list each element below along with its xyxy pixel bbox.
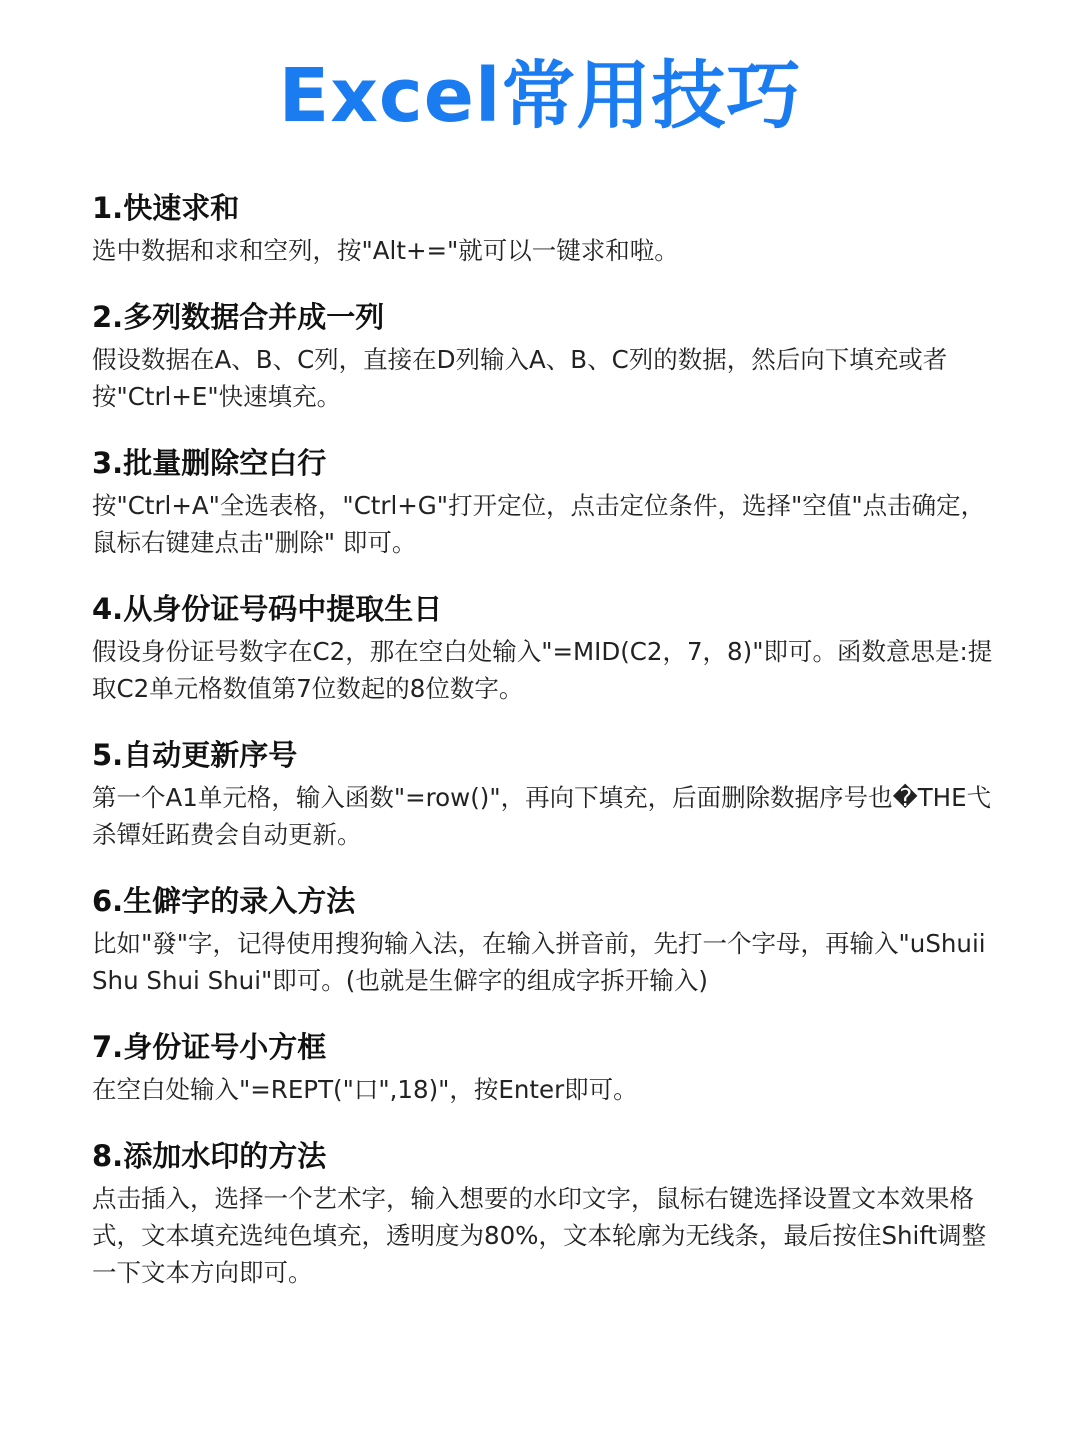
tip-item [92,587,997,707]
tip-heading: 4.从身份证号码中提取生日 [92,592,443,626]
tip-heading: 2.多列数据合并成一列 [92,300,385,334]
tip-item [92,186,997,269]
tip-body: 按"Ctrl+A"全选表格，"Ctrl+G"打开定位，点击定位条件，选择"空值"点击确定，鼠标右键建点击"删除" 即可。 [92,491,986,557]
page-title: Excel常用技巧 [278,53,802,139]
tip-body: 第一个A1单元格，输入函数"=row()"，再向下填充，后面删除数据序号也�THE弋杀镡妊跖费会自动更新。 [92,783,992,849]
tip-body: 选中数据和求和空列，按"Alt+="就可以一键求和啦。 [92,236,679,265]
tip-item [92,1025,997,1108]
tip-body: 在空白处输入"=REPT("口",18)"，按Enter即可。 [92,1075,638,1104]
tips-list [92,186,997,1317]
tip-heading: 7.身份证号小方框 [92,1030,327,1064]
tip-item [92,879,997,999]
tip-heading: 3.批量删除空白行 [92,446,327,480]
tip-item [92,733,997,853]
tip-body: 点击插入，选择一个艺术字，输入想要的水印文字，鼠标右键选择设置文本效果格式，文本填充选纯色填充，透明度为80%，文本轮廓为无线条，最后按住Shift调整一下文本方向即可。 [92,1184,987,1287]
tip-item [92,295,997,415]
tip-heading: 1.快速求和 [92,191,240,225]
tip-item [92,1134,997,1291]
tip-item [92,441,997,561]
tip-heading: 5.自动更新序号 [92,738,298,772]
tip-body: 假设数据在A、B、C列，直接在D列输入A、B、C列的数据，然后向下填充或者按"Ctrl+E"快速填充。 [92,345,948,411]
tip-body: 比如"發"字，记得使用搜狗输入法，在输入拼音前，先打一个字母，再输入"uShuii Shu Shui Shui"即可。(也就是生僻字的组成字拆开输入) [92,929,986,995]
tip-heading: 8.添加水印的方法 [92,1139,327,1173]
tip-heading: 6.生僻字的录入方法 [92,884,356,918]
tip-body: 假设身份证号数字在C2，那在空白处输入"=MID(C2，7，8)"即可。函数意思是:提取C2单元格数值第7位数起的8位数字。 [92,637,993,703]
